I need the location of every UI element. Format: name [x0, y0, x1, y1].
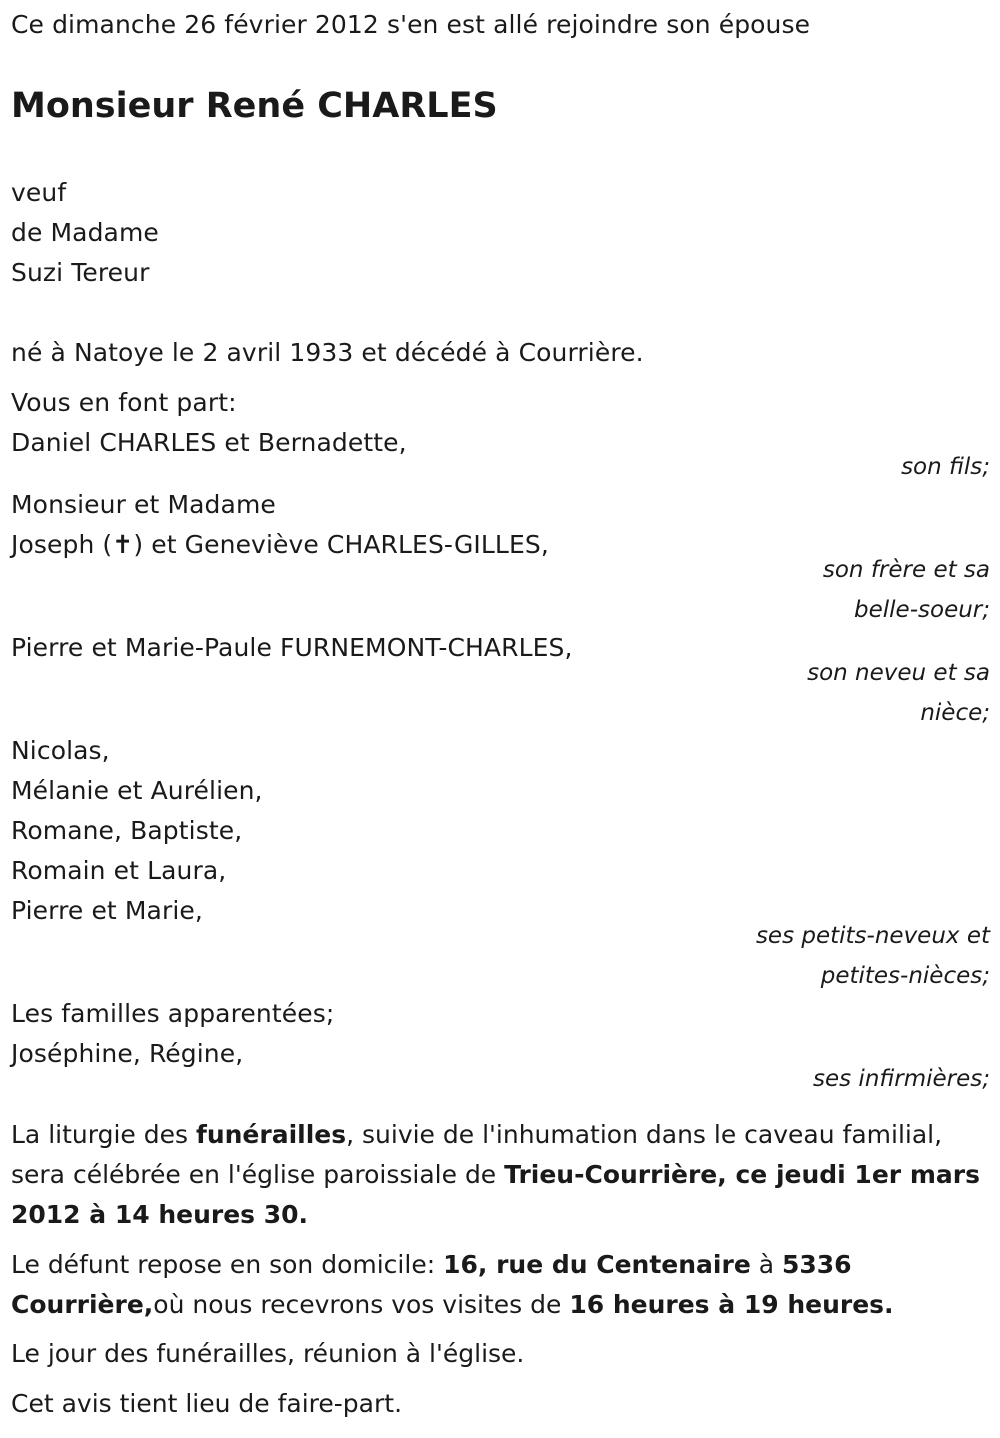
widow-line-1: veuf — [11, 178, 67, 207]
deceased-name: Monsieur René CHARLES — [11, 86, 498, 126]
brother-relation-line-1: son frère et sa — [822, 557, 990, 583]
grandnephew-name: Mélanie et Aurélien, — [11, 776, 263, 805]
closing-note: Cet avis tient lieu de faire-part. — [11, 1389, 403, 1418]
brother-names-line-1: Monsieur et Madame — [11, 490, 276, 519]
grandnephews-relation-line-1: ses petits-neveux et — [755, 923, 990, 949]
domicile-text: où nous recevrons vos visites de — [153, 1290, 570, 1319]
domicile-street: 16, rue du Centenaire — [443, 1250, 751, 1279]
widow-line-3: Suzi Tereur — [11, 258, 150, 287]
meeting-note: Le jour des funérailles, réunion à l'église. — [11, 1339, 525, 1368]
grandnephew-name: Romain et Laura, — [11, 856, 227, 885]
birth-death-text: né à Natoye le 2 avril 1933 et décédé à Courrière. — [11, 338, 644, 367]
nephew-names: Pierre et Marie-Paule FURNEMONT-CHARLES, — [11, 633, 573, 662]
funeral-place-date: Trieu-Courrière, ce jeudi 1er mars 2012 à 14 heures 30. — [11, 1160, 980, 1229]
funeral-text: La liturgie des — [11, 1120, 196, 1149]
domicile-town: 5336 Courrière, — [11, 1250, 852, 1319]
funeral-text: , suivie de l'inhumation dans le caveau familial, sera célébrée en l'église paroissiale de — [11, 1120, 943, 1189]
nurses-relation: ses infirmières; — [813, 1066, 990, 1092]
grandnephew-name: Nicolas, — [11, 736, 110, 765]
grandnephews-relation-line-2: petites-nièces; — [820, 963, 990, 989]
nurses-names: Joséphine, Régine, — [11, 1039, 244, 1068]
visit-hours: 16 heures à 19 heures. — [569, 1290, 894, 1319]
son-relation: son fils; — [901, 454, 990, 480]
announce-intro: Vous en font part: — [11, 388, 237, 417]
widow-line-2: de Madame — [11, 218, 159, 247]
grandnephew-name: Romane, Baptiste, — [11, 816, 243, 845]
domicile-text: Le défunt repose en son domicile: — [11, 1250, 444, 1279]
intro-text: Ce dimanche 26 février 2012 s'en est allé rejoindre son épouse — [11, 10, 811, 39]
domicile-paragraph — [11, 1245, 991, 1325]
grandnephew-name: Pierre et Marie, — [11, 896, 203, 925]
nephew-relation-line-2: nièce; — [920, 700, 990, 726]
domicile-text: à — [750, 1250, 782, 1279]
brother-names-line-2: Joseph (✝) et Geneviève CHARLES-GILLES, — [11, 530, 549, 559]
son-names: Daniel CHARLES et Bernadette, — [11, 428, 407, 457]
funeral-paragraph — [11, 1115, 991, 1235]
funeral-word: funérailles — [195, 1120, 347, 1149]
brother-relation-line-2: belle-soeur; — [854, 597, 990, 623]
nephew-relation-line-1: son neveu et sa — [807, 660, 990, 686]
related-families: Les familles apparentées; — [11, 999, 335, 1028]
